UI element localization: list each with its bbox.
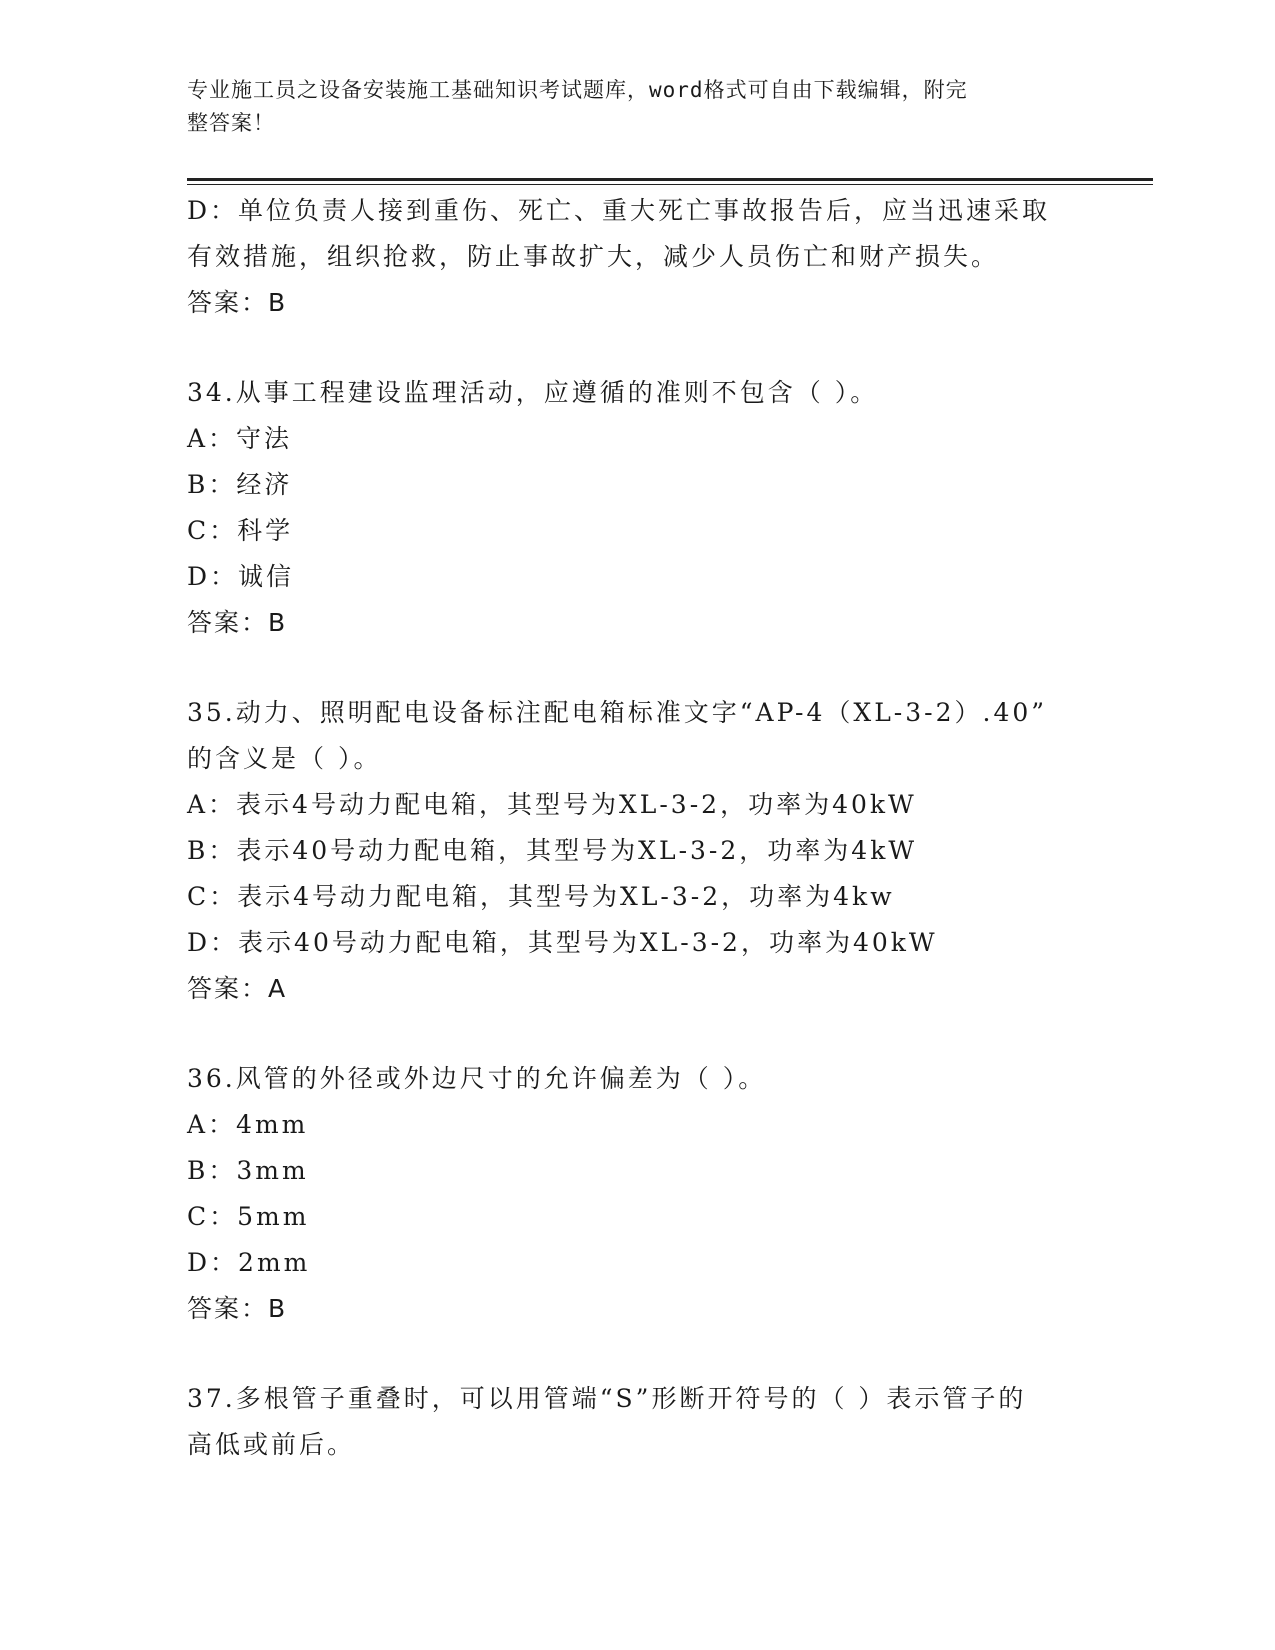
option-line: C：科学 xyxy=(187,516,294,545)
header-line-2: 整答案！ xyxy=(187,111,275,135)
question-stem: 35.动力、照明配电设备标注配电箱标准文字“AP-4（XL-3-2）.40” xyxy=(187,698,1048,727)
question-block xyxy=(187,1056,1087,1332)
question-stem: 36.风管的外径或外边尺寸的允许偏差为（ ）。 xyxy=(187,1064,767,1093)
option-line: B：3mm xyxy=(187,1156,309,1185)
option-line: 有效措施，组织抢救，防止事故扩大，减少人员伤亡和财产损失。 xyxy=(187,242,1000,271)
question-stem-continued: 高低或前后。 xyxy=(187,1430,356,1459)
option-line: D：诚信 xyxy=(187,562,295,591)
option-line: D：2mm xyxy=(187,1248,311,1277)
question-block xyxy=(187,1376,1087,1468)
question-block xyxy=(187,188,1087,326)
answer-line: 答案：B xyxy=(187,608,288,637)
block-spacer xyxy=(187,1332,1087,1376)
option-line: C：5mm xyxy=(187,1202,310,1231)
block-spacer xyxy=(187,1012,1087,1056)
answer-line: 答案：B xyxy=(187,288,288,317)
answer-line: 答案：A xyxy=(187,974,288,1003)
option-line: C：表示4号动力配电箱，其型号为XL-3-2，功率为4kw xyxy=(187,882,895,911)
option-line: A：4mm xyxy=(187,1110,309,1139)
question-block xyxy=(187,370,1087,646)
question-block xyxy=(187,690,1087,1012)
header-divider-thin xyxy=(187,184,1153,185)
block-spacer xyxy=(187,326,1087,370)
question-stem-continued: 的含义是（ ）。 xyxy=(187,744,382,773)
option-line: B：表示40号动力配电箱，其型号为XL-3-2，功率为4kW xyxy=(187,836,918,865)
header-divider-thick xyxy=(187,178,1153,181)
option-line: D：表示40号动力配电箱，其型号为XL-3-2，功率为40kW xyxy=(187,928,938,957)
answer-line: 答案：B xyxy=(187,1294,288,1323)
option-line: A：守法 xyxy=(187,424,293,453)
question-list xyxy=(187,188,1087,1468)
header-line-1: 专业施工员之设备安装施工基础知识考试题库，word格式可自由下载编辑，附完 xyxy=(187,78,968,102)
question-stem: 37.多根管子重叠时，可以用管端“S”形断开符号的（ ）表示管子的 xyxy=(187,1384,1027,1413)
document-header xyxy=(187,74,1087,140)
option-line: B：经济 xyxy=(187,470,293,499)
block-spacer xyxy=(187,646,1087,690)
question-stem: 34.从事工程建设监理活动，应遵循的准则不包含（ ）。 xyxy=(187,378,879,407)
option-line: D：单位负责人接到重伤、死亡、重大死亡事故报告后，应当迅速采取 xyxy=(187,196,1051,225)
option-line: A：表示4号动力配电箱，其型号为XL-3-2，功率为40kW xyxy=(187,790,917,819)
